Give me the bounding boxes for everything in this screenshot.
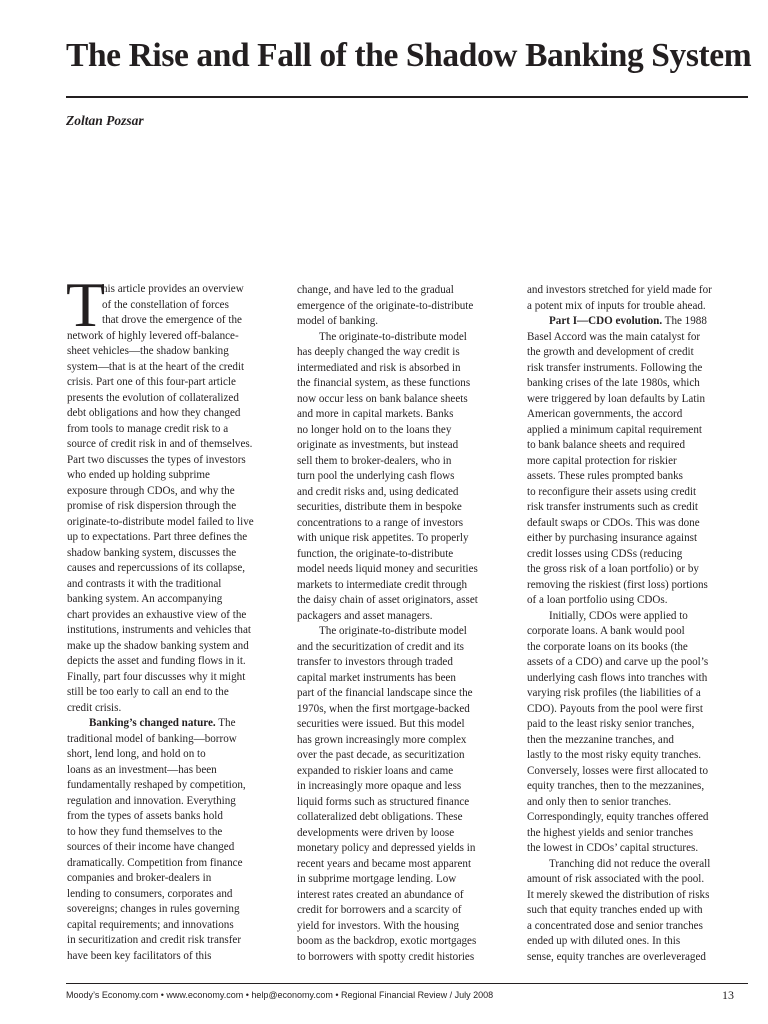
column-1-body <box>67 329 279 717</box>
column-3-body-b <box>527 330 742 966</box>
column-3 <box>527 283 742 965</box>
text-line: sources of their income have changed <box>67 841 235 853</box>
text-line: sense, equity tranches are overleveraged <box>527 950 706 963</box>
text-line: liquid forms such as structured finance <box>297 795 470 808</box>
text-line: to reconfigure their assets using credit <box>527 485 697 498</box>
text-line: equity tranches, then to the mezzanines, <box>527 780 705 792</box>
text-line: to how they fund themselves to the <box>67 825 223 838</box>
text-line: Basel Accord was the main catalyst for <box>527 330 701 343</box>
text-line: ended up with diluted ones. In this <box>527 935 681 947</box>
text-line: exposure through CDOs, and why the <box>67 484 235 497</box>
text-line: institutions, instruments and vehicles that <box>67 624 251 636</box>
text-line: and investors stretched for yield made for <box>527 284 712 296</box>
text-line: American governments, the accord <box>527 408 683 420</box>
section-heading: Part I—CDO evolution. <box>549 315 663 327</box>
text-line: presents the evolution of collateralized <box>67 391 239 404</box>
heading-rest: The 1988 <box>662 315 707 327</box>
text-line: model of banking. <box>297 315 379 327</box>
text-line: the financial system, as these functions <box>297 377 471 389</box>
text-line: yield for investors. With the housing <box>297 919 460 932</box>
text-line: risk transfer instruments. Following the <box>527 361 703 374</box>
text-line: still be too early to call an end to the <box>67 686 229 698</box>
text-line: concentrations to a range of investors <box>297 516 464 529</box>
text-line: the daisy chain of asset originators, asset <box>297 594 478 606</box>
text-line: applied a minimum capital requirement <box>527 423 702 436</box>
section-heading-line <box>67 716 279 732</box>
text-line: capital requirements; and innovations <box>67 918 234 931</box>
text-line: Initially, CDOs were applied to <box>549 609 688 622</box>
article-title: The Rise and Fall of the Shadow Banking System <box>66 37 752 74</box>
text-line: Tranching did not reduce the overall <box>549 857 711 870</box>
text-line: the corporate loans on its books (the <box>527 640 688 653</box>
text-line: assets of a CDO) and carve up the pool’s <box>527 656 709 668</box>
column-1 <box>67 282 279 964</box>
text-line: in securitization and credit risk transfer <box>67 934 242 946</box>
text-line: Part two discusses the types of investors <box>67 453 246 466</box>
text-line: developments were driven by loose <box>297 826 455 839</box>
text-line: amount of risk associated with the pool. <box>527 873 705 885</box>
column-2-body <box>297 283 509 965</box>
text-line: sovereigns; changes in rules governing <box>67 903 240 915</box>
text-line: network of highly levered off-balance- <box>67 329 239 342</box>
text-line: underlying cash flows into tranches with <box>527 671 708 684</box>
text-line: monetary policy and depressed yields in <box>297 842 476 854</box>
text-line: crisis. Part one of this four-part article <box>67 376 236 388</box>
text-line: sheet vehicles—the shadow banking <box>67 345 229 357</box>
text-line: credit crisis. <box>67 701 122 714</box>
text-line: have been key facilitators of this <box>67 949 212 962</box>
text-line: originate-to-distribute model failed to live <box>67 515 254 528</box>
text-line: boom as the backdrop, exotic mortgages <box>297 935 477 947</box>
text-line: the growth and development of credit <box>527 346 694 358</box>
text-line: up to expectations. Part three defines the <box>67 531 248 543</box>
text-line: his article provides an overview <box>102 283 244 295</box>
text-line: with unique risk appetites. To properly <box>297 532 469 544</box>
text-line: debt obligations and how they changed <box>67 407 241 419</box>
text-line: shadow banking system, discusses the <box>67 546 237 559</box>
text-line: companies and broker-dealers in <box>67 872 212 884</box>
text-line: Finally, part four discusses why it might <box>67 670 246 683</box>
text-line: in increasingly more opaque and less <box>297 780 462 792</box>
text-line: in subprime mortgage lending. Low <box>297 873 457 885</box>
text-line: The originate-to-distribute model <box>319 625 467 637</box>
text-line: lastly to the most risky equity tranches. <box>527 749 702 761</box>
text-line: of the constellation of forces <box>102 298 229 311</box>
text-line: sell them to broker-dealers, who in <box>297 454 452 467</box>
text-line: and contrasts it with the traditional <box>67 577 222 590</box>
text-line: and only then to senior tranches. <box>527 795 672 808</box>
text-line: make up the shadow banking system and <box>67 639 249 652</box>
text-line: paid to the least risky senior tranches, <box>527 718 695 730</box>
text-line: the highest yields and senior tranches <box>527 826 694 839</box>
text-line: part of the financial landscape since the <box>297 687 473 699</box>
author-name: Zoltan Pozsar <box>66 113 144 128</box>
drop-cap: T <box>66 269 106 340</box>
text-line: to bank balance sheets and required <box>527 439 686 451</box>
text-line: the gross risk of a loan portfolio) or by <box>527 563 699 575</box>
text-line: were triggered by loan defaults by Latin <box>527 392 706 405</box>
text-line: regulation and innovation. Everything <box>67 794 236 807</box>
text-line: risk transfer instruments such as credit <box>527 501 698 513</box>
text-line: removing the riskiest (first loss) portions <box>527 578 708 591</box>
text-line: from the types of assets banks hold <box>67 810 223 822</box>
text-line: chart provides an exhaustive view of the <box>67 608 247 621</box>
text-line: now occur less on bank balance sheets <box>297 392 468 405</box>
title-rule <box>66 96 748 98</box>
text-line: credit for borrowers and a scarcity of <box>297 904 462 916</box>
text-line: has grown increasingly more complex <box>297 733 467 746</box>
text-line: Conversely, losses were first allocated to <box>527 764 709 777</box>
text-line: short, lend long, and hold on to <box>67 748 206 760</box>
page-number: 13 <box>722 988 734 1002</box>
text-line: has deeply changed the way credit is <box>297 346 460 358</box>
text-line: and credit risks and, using dedicated <box>297 485 459 498</box>
text-line: and the securitization of credit and its <box>297 640 464 653</box>
text-line: system—that is at the heart of the credit <box>67 360 245 373</box>
text-line: emergence of the originate-to-distribute <box>297 299 474 312</box>
text-line: interest rates created an abundance of <box>297 888 464 901</box>
text-line: the lowest in CDOs’ capital structures. <box>527 842 699 854</box>
text-line: such that equity tranches ended up with <box>527 904 703 916</box>
text-line: a concentrated dose and senior tranches <box>527 919 703 932</box>
text-line: It merely skewed the distribution of risks <box>527 888 710 901</box>
text-line: 1970s, when the first mortgage-backed <box>297 702 470 715</box>
text-line: who ended up holding subprime <box>67 469 210 481</box>
text-line: lending to consumers, corporates and <box>67 887 233 900</box>
text-line: then the mezzanine tranches, and <box>527 733 674 746</box>
text-line: originate as investments, but instead <box>297 439 459 451</box>
text-line: turn pool the underlying cash flows <box>297 470 455 482</box>
text-line: fundamentally reshaped by competition, <box>67 779 246 791</box>
text-line: transfer to investors through traded <box>297 656 453 668</box>
text-line: CDO). Payouts from the pool were first <box>527 702 703 715</box>
footer-text: Moody’s Economy.com • www.economy.com • help@economy.com • Regional Financial Review / July 2008 <box>66 990 494 1000</box>
text-line: varying risk profiles (the liabilities of a <box>527 687 701 699</box>
text-line: change, and have led to the gradual <box>297 284 454 296</box>
section-heading: Banking’s changed nature. <box>89 717 216 729</box>
text-line: over the past decade, as securitization <box>297 749 465 761</box>
text-line: credit losses using CDSs (reducing <box>527 547 683 560</box>
text-line: securities, distribute them in bespoke <box>297 501 462 513</box>
footer-rule <box>66 983 748 984</box>
text-line: from tools to manage credit risk to a <box>67 422 229 435</box>
text-line: source of credit risk in and of themselves. <box>67 438 253 450</box>
text-line: Correspondingly, equity tranches offered <box>527 811 709 823</box>
text-line: causes and repercussions of its collapse, <box>67 562 246 574</box>
text-line: model needs liquid money and securities <box>297 563 478 575</box>
text-line: traditional model of banking—borrow <box>67 732 237 745</box>
column-3-body-a <box>527 283 742 314</box>
text-line: markets to intermediate credit through <box>297 578 468 591</box>
text-line: loans as an investment—has been <box>67 763 217 776</box>
column-1-body-2 <box>67 732 279 965</box>
text-line: expanded to riskier loans and came <box>297 764 454 777</box>
text-line: banking system. An accompanying <box>67 593 223 605</box>
text-line: function, the originate-to-distribute <box>297 547 454 560</box>
text-line: banking crises of the late 1980s, which <box>527 377 700 389</box>
text-line: a potent mix of inputs for trouble ahead. <box>527 299 706 312</box>
text-line: dramatically. Competition from finance <box>67 856 243 869</box>
text-line: securities were issued. But this model <box>297 718 465 730</box>
text-line: more capital protection for riskier <box>527 454 677 467</box>
text-line: depicts the asset and funding flows in it. <box>67 655 246 667</box>
text-line: no longer hold on to the loans they <box>297 423 452 436</box>
text-line: corporate loans. A bank would pool <box>527 625 685 637</box>
text-line: packagers and asset managers. <box>297 609 433 622</box>
section-heading-line <box>527 314 742 330</box>
text-line: assets. These rules prompted banks <box>527 470 684 482</box>
text-line: intermediated and risk is absorbed in <box>297 361 461 374</box>
text-line: default swaps or CDOs. This was done <box>527 516 700 529</box>
text-line: collateralized debt obligations. These <box>297 811 463 823</box>
heading-rest: The <box>215 717 236 729</box>
text-line: either by purchasing insurance against <box>527 532 698 544</box>
text-line: promise of risk dispersion through the <box>67 500 237 512</box>
text-line: to borrowers with spotty credit histories <box>297 950 475 963</box>
text-line: and more in capital markets. Banks <box>297 408 454 420</box>
text-line: capital market instruments has been <box>297 671 456 684</box>
column-2 <box>297 283 509 965</box>
text-line: of a loan portfolio using CDOs. <box>527 594 668 606</box>
text-line: The originate-to-distribute model <box>319 330 467 343</box>
text-line: that drove the emergence of the <box>102 314 242 326</box>
text-line: recent years and became most apparent <box>297 857 472 870</box>
